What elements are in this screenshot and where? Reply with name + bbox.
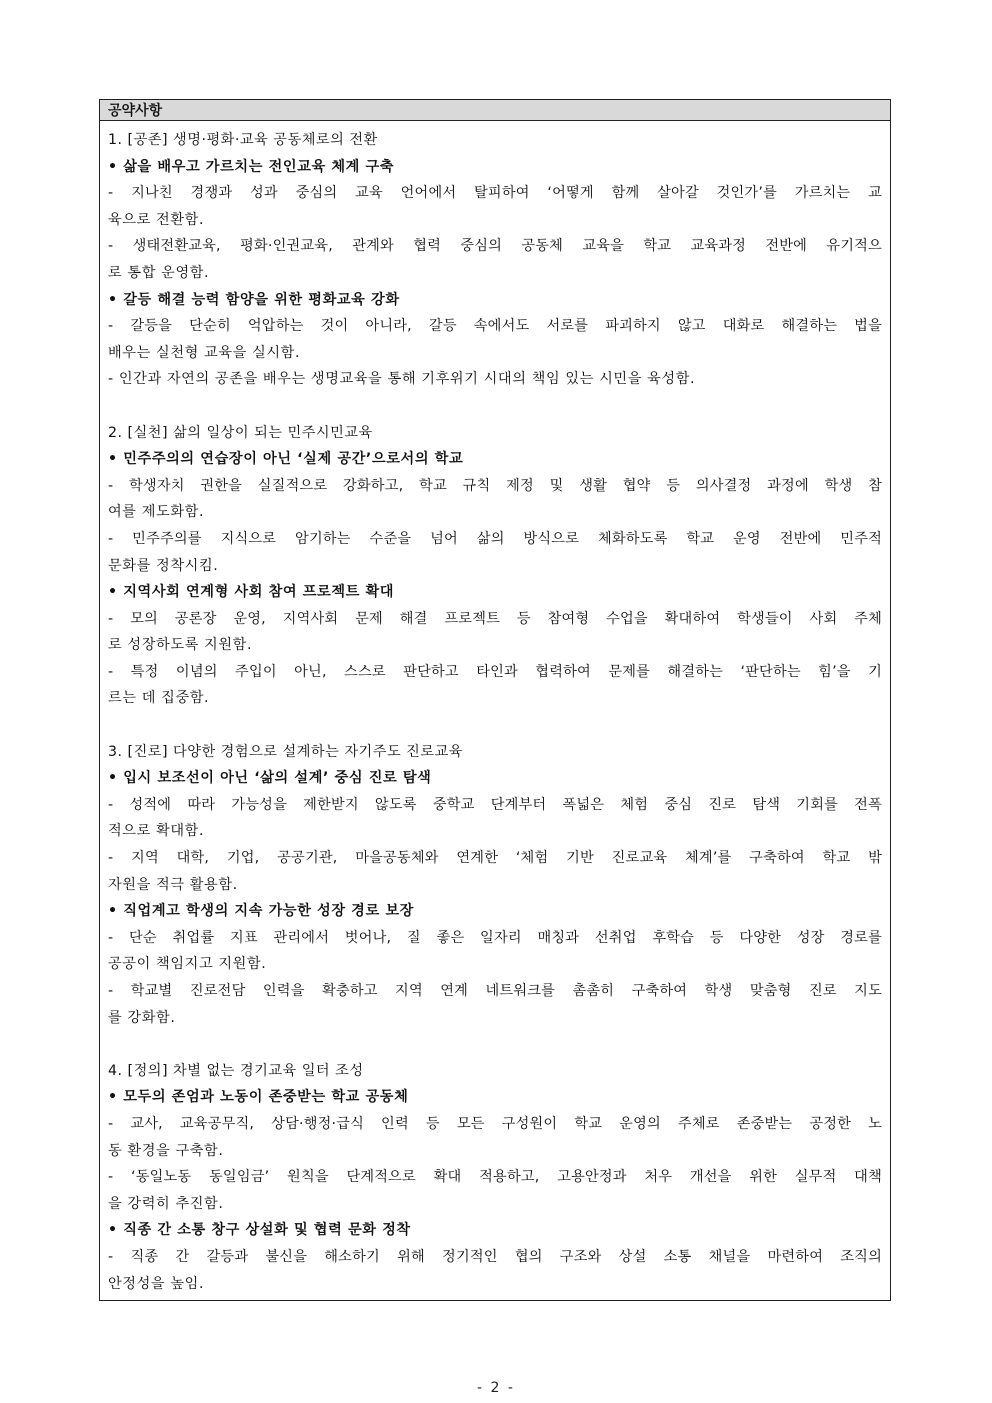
item-line: - 모의 공론장 운영, 지역사회 문제 해결 프로젝트 등 참여형 수업을 확대하여 학생들이 사회 주체 — [108, 610, 882, 627]
pledge-header: 공약사항 — [100, 100, 890, 121]
item-line: 안정성을 높임. — [108, 1275, 205, 1292]
bullet-heading: • 갈등 해결 능력 함양을 위한 평화교육 강화 — [108, 291, 400, 308]
section-title: 2. [실천] 삶의 일상이 되는 민주시민교육 — [108, 424, 373, 441]
item-line: - 특정 이념의 주입이 아닌, 스스로 판단하고 타인과 협력하여 문제를 해결하는 ‘판단하는 힘’을 기 — [108, 663, 882, 680]
item-line: - 학교별 진로전담 인력을 확충하고 지역 연계 네트워크를 촘촘히 구축하여 학생 맞춤형 진로 지도 — [108, 983, 882, 999]
item-line: 자원을 적극 활용함. — [108, 876, 238, 893]
item-line: 육으로 전환함. — [108, 211, 205, 228]
bullet-heading: • 입시 보조선이 아닌 ‘삶의 설계’ 중심 진로 탐색 — [108, 770, 432, 787]
item-line: - 민주주의를 지식으로 암기하는 수준을 넘어 삶의 방식으로 체화하도록 학교 운영 전반에 민주적 — [108, 530, 882, 547]
section-title: 3. [진로] 다양한 경험으로 설계하는 자기주도 진로교육 — [108, 743, 463, 760]
item-line: 여를 제도화함. — [108, 504, 205, 521]
item-line: 공공이 책임지고 지원함. — [108, 956, 267, 973]
item-line: - 단순 취업률 지표 관리에서 벗어나, 질 좋은 일자리 매칭과 선취업 후학습 등 다양한 성장 경로를 — [108, 929, 882, 946]
item-line: 배우는 실천형 교육을 실시함. — [108, 344, 301, 361]
item-line: - 갈등을 단순히 억압하는 것이 아니라, 갈등 속에서도 서로를 파괴하지 않고 대화로 해결하는 법을 — [108, 318, 882, 335]
bullet-heading: • 직종 간 소통 창구 상설화 및 협력 문화 정착 — [108, 1222, 411, 1239]
item-line: - 지나친 경쟁과 성과 중심의 교육 언어에서 탈피하여 ‘어떻게 함께 살아갈 것인가’를 가르치는 교 — [108, 185, 882, 202]
pledge-body — [100, 121, 890, 1297]
item-line: 로 통합 운영함. — [108, 264, 210, 281]
item-line: 적으로 확대함. — [108, 823, 205, 840]
item-line: 동 환경을 구축함. — [108, 1142, 224, 1159]
item-line: 로 성장하도록 지원함. — [108, 637, 253, 654]
item-line: - 지역 대학, 기업, 공공기관, 마을공동체와 연계한 ‘체험 기반 진로교육 체계’를 구축하여 학교 밖 — [108, 850, 882, 867]
item-line: 문화를 정착시킴. — [108, 557, 219, 574]
section-spacer — [108, 393, 882, 420]
bullet-heading: • 삶을 배우고 가르치는 전인교육 체계 구축 — [108, 158, 395, 175]
item-line: 르는 데 집중함. — [108, 690, 210, 707]
section-spacer — [108, 1031, 882, 1058]
item-line: - 교사, 교육공무직, 상담·행정·급식 인력 등 모든 구성원이 학교 운영의 주체로 존중받는 공정한 노 — [108, 1115, 882, 1132]
page-number: - 2 - — [477, 1380, 515, 1396]
item-line: - 성적에 따라 가능성을 제한받지 않도록 중학교 단계부터 폭넓은 체험 중심 진로 탐색 기회를 전폭 — [108, 796, 882, 813]
bullet-heading: • 모두의 존엄과 노동이 존중받는 학교 공동체 — [108, 1089, 409, 1106]
pledge-box — [99, 99, 891, 1301]
item-line: - 생태전환교육, 평화·인권교육, 관계와 협력 중심의 공동체 교육을 학교 교육과정 전반에 유기적으 — [108, 238, 882, 255]
item-line: 를 강화함. — [108, 1009, 176, 1026]
section-spacer — [108, 712, 882, 739]
item-line: - 인간과 자연의 공존을 배우는 생명교육을 통해 기후위기 시대의 책임 있는 시민을 육성함. — [108, 371, 696, 388]
item-line: - 직종 간 갈등과 불신을 해소하기 위해 정기적인 협의 구조와 상설 소통 채널을 마련하여 조직의 — [108, 1248, 882, 1265]
bullet-heading: • 민주주의의 연습장이 아닌 ‘실제 공간’으로서의 학교 — [108, 451, 464, 468]
item-line: - ‘동일노동 동일임금’ 원칙을 단계적으로 확대 적용하고, 고용안정과 처우 개선을 위한 실무적 대책 — [108, 1169, 882, 1186]
item-line: 을 강력히 추진함. — [108, 1195, 224, 1212]
section-title: 1. [공존] 생명·평화·교육 공동체로의 전환 — [108, 132, 378, 148]
bullet-heading: • 지역사회 연계형 사회 참여 프로젝트 확대 — [108, 584, 395, 601]
section-title: 4. [정의] 차별 없는 경기교육 일터 조성 — [108, 1062, 364, 1079]
bullet-heading: • 직업계고 학생의 지속 가능한 성장 경로 보장 — [108, 903, 414, 920]
item-line: - 학생자치 권한을 실질적으로 강화하고, 학교 규칙 제정 및 생활 협약 등 의사결정 과정에 학생 참 — [108, 477, 882, 494]
